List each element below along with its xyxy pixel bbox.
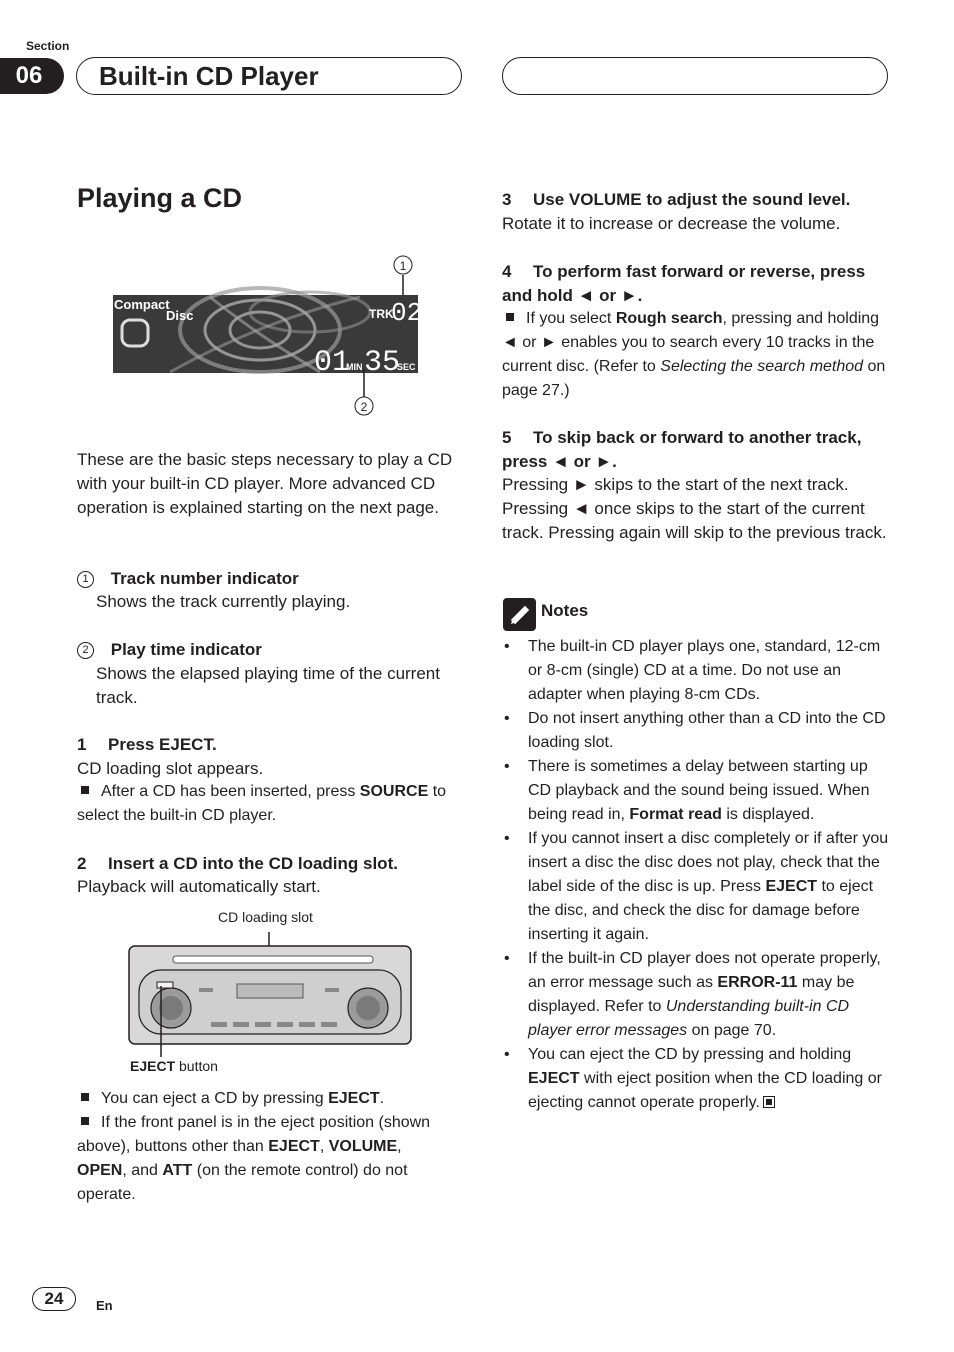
- compact-disc-logo-line2: Disc: [166, 308, 194, 323]
- step-1-note: After a CD has been inserted, press SOURCE to select the built-in CD player.: [77, 783, 447, 824]
- cd-loading-slot-label: CD loading slot: [218, 909, 313, 925]
- step-4-title: 4 To perform fast forward or reverse, press and hold ◄ or ►.: [502, 262, 866, 305]
- step-3-title: 3 Use VOLUME to adjust the sound level.: [502, 190, 851, 209]
- note-5: • If the built-in CD player does not operate properly, an error message such as ERROR-11 may be displayed. Refer to Understanding built-in CD player error messages on page 70.: [502, 947, 890, 1043]
- step-3-text: Rotate it to increase or decrease the volume.: [502, 214, 841, 233]
- trk-label: TRK: [369, 307, 394, 321]
- intro-paragraph: These are the basic steps necessary to play a CD with your built-in CD player. More advanced CD operation is explained starting on the next page.: [77, 450, 453, 517]
- small-display: [237, 984, 303, 998]
- track-number-digits: 02: [391, 298, 422, 328]
- header-empty-pill: [502, 57, 888, 95]
- left-note-b: If the front panel is in the eject position (shown above), buttons other than EJECT, VOLUME, OPEN, and ATT (on the remote control) do not operate.: [77, 1114, 431, 1203]
- callout-1-number: 1: [399, 259, 407, 273]
- left-note-a: You can eject a CD by pressing EJECT.: [77, 1087, 457, 1111]
- step-2-title: 2 Insert a CD into the CD loading slot.: [77, 854, 398, 873]
- seconds-digits: 35: [364, 346, 401, 380]
- note-6: • You can eject the CD by pressing and holding EJECT with eject position when the CD loading or ejecting cannot operate properly.: [502, 1043, 890, 1115]
- note-4: • If you cannot insert a disc completely or if after you insert a disc the disc does not play, check that the label side of the disc is up. Press EJECT to eject the disc, and check the disc for damage before inserting it again.: [502, 827, 890, 947]
- indicator-1-title: 1 Track number indicator: [77, 567, 455, 591]
- section-label: Section: [26, 39, 70, 53]
- callout-2-number: 2: [360, 400, 368, 414]
- step-5-title: 5 To skip back or forward to another track, press ◄ or ►.: [502, 428, 862, 471]
- section-title: Built-in CD Player: [99, 61, 319, 91]
- compact-disc-logo-line1: Compact: [114, 297, 170, 312]
- language-label: En: [96, 1298, 113, 1313]
- note-3: • There is sometimes a delay between starting up CD playback and the sound being issued. When being read in, Format read is displayed.: [502, 755, 890, 827]
- notes-list: [502, 635, 890, 1115]
- step-2-text: Playback will automatically start.: [77, 877, 321, 896]
- eject-button-label: EJECT button: [130, 1058, 218, 1074]
- sec-label: SEC: [397, 362, 416, 372]
- step-4-note: If you select Rough search, pressing and holding ◄ or ► enables you to search every 10 tracks in the current disc. (Refer to Selecting the search method on page 27.): [502, 310, 886, 399]
- indicator-2-desc: Shows the elapsed playing time of the current track.: [96, 664, 440, 707]
- page-number: 24: [32, 1287, 76, 1311]
- indicator-1-desc: Shows the track currently playing.: [96, 592, 351, 611]
- cd-display-figure: [110, 252, 422, 422]
- eject-button-shape: [157, 982, 173, 988]
- cd-unit-figure: [125, 930, 417, 1058]
- indicator-2-title: 2 Play time indicator: [77, 638, 455, 662]
- note-1: • The built-in CD player plays one, standard, 12-cm or 8-cm (single) CD at a time. Do not use an adapter when playing 8-cm CDs.: [502, 635, 890, 707]
- note-2: • Do not insert anything other than a CD into the CD loading slot.: [502, 707, 890, 755]
- cd-loading-slot: [173, 956, 373, 963]
- section-title-pill: [76, 57, 462, 95]
- section-number-badge: 06: [0, 58, 64, 94]
- step-1-title: 1 Press EJECT.: [77, 735, 217, 754]
- indicator-2-number: 2: [77, 642, 94, 659]
- min-label: MIN: [346, 362, 363, 372]
- notes-heading: Notes: [541, 601, 589, 620]
- step-5-text: Pressing ► skips to the start of the next track. Pressing ◄ once skips to the start of the current track. Pressing again will skip to the previous track.: [502, 475, 887, 542]
- end-mark-icon: [763, 1096, 775, 1108]
- page-heading: Playing a CD: [77, 183, 243, 213]
- step-1-text: CD loading slot appears.: [77, 759, 264, 778]
- minutes-digits: 01: [314, 346, 351, 380]
- indicator-1-number: 1: [77, 571, 94, 588]
- notes-pencil-icon: [503, 598, 536, 631]
